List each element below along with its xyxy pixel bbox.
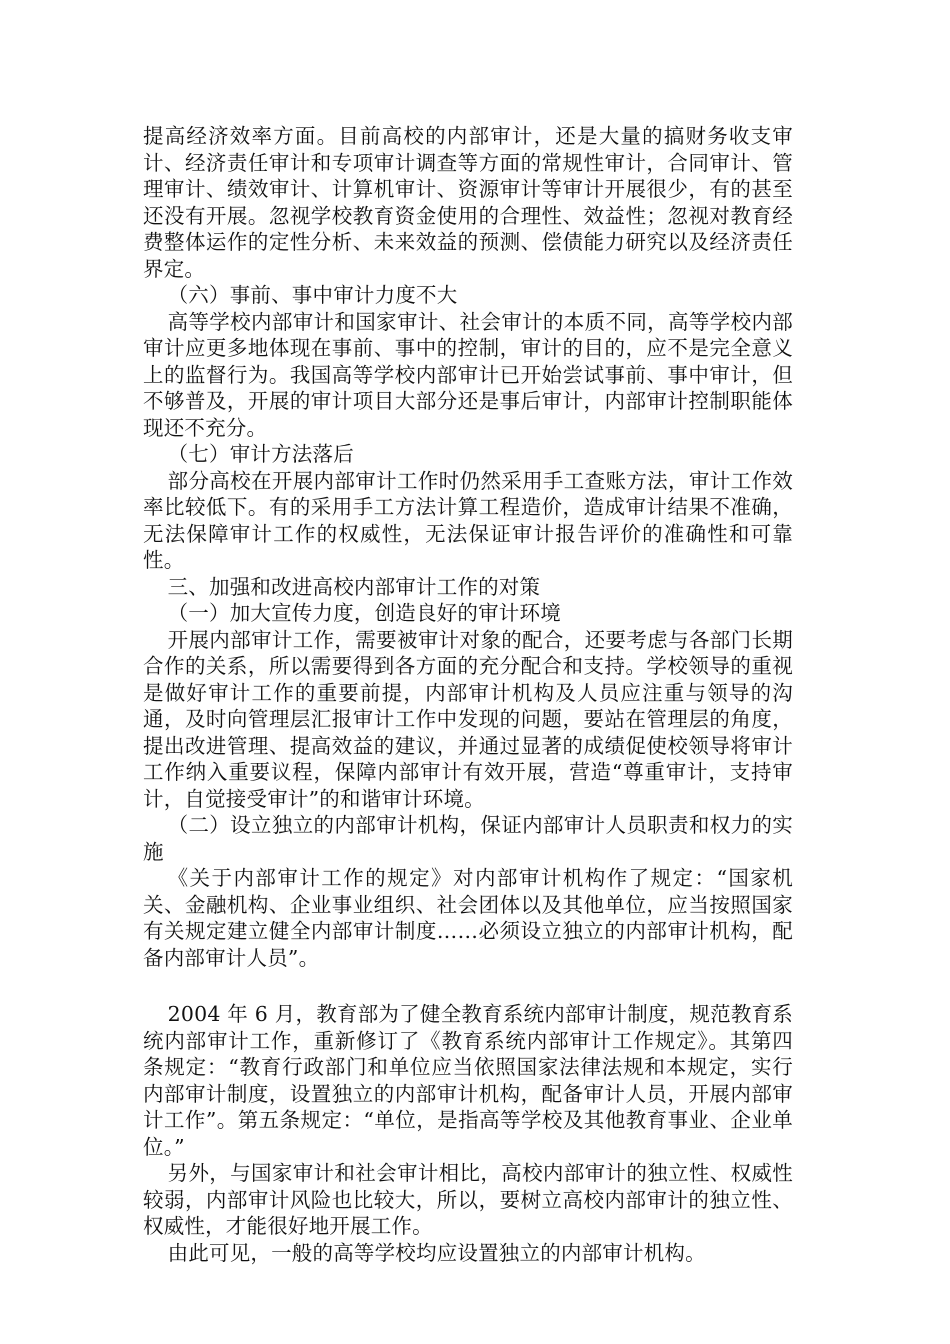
chapter-heading: 三、加强和改进高校内部审计工作的对策: [167, 574, 541, 599]
document-page: [143, 123, 793, 1266]
paragraph: 提高经济效率方面。目前高校的内部审计，还是大量的搞财务收支审计、经济责任审计和专项审计调查等方面的常规性审计，合同审计、管理审计、绩效审计、计算机审计、资源审计等审计开展很少，有的甚至还没有开展。忽视学校教育资金使用的合理性、效益性；忽视对教育经费整体运作的定性分析、未来效益的预测、偿债能力研究以及经济责任界定。: [143, 124, 793, 281]
paragraph: 部分高校在开展内部审计工作时仍然采用手工查账方法，审计工作效率比较低下。有的采用手工方法计算工程造价，造成审计结果不准确，无法保障审计工作的权威性，无法保证审计报告评价的准确性和可靠性。: [143, 468, 793, 572]
section-heading: （六）事前、事中审计力度不大: [167, 283, 458, 307]
paragraph: 另外，与国家审计和社会审计相比，高校内部审计的独立性、权威性较弱，内部审计风险也比较大，所以，要树立高校内部审计的独立性、权威性，才能很好地开展工作。: [143, 1161, 793, 1238]
paragraph: 由此可见，一般的高等学校均应设置独立的内部审计机构。: [167, 1240, 706, 1265]
section-heading: （一）加大宣传力度，创造良好的审计环境: [167, 601, 561, 625]
paragraph: 开展内部审计工作，需要被审计对象的配合，还要考虑与各部门长期合作的关系，所以需要得到各方面的充分配合和支持。学校领导的重视是做好审计工作的重要前提，内部审计机构及人员应注重与领导的沟通，及时向管理层汇报审计工作中发现的问题，要站在管理层的角度，提出改进管理、提高效益的建议，并通过显著的成绩促使校领导将审计工作纳入重要议程，保障内部审计有效开展，营造“尊重审计，支持审计，自觉接受审计”的和谐审计环境。: [143, 627, 793, 811]
paragraph: 2004 年 6 月，教育部为了健全教育系统内部审计制度，规范教育系统内部审计工作，重新修订了《教育系统内部审计工作规定》。其第四条规定：“教育行政部门和单位应当依照国家法律法规和本规定，实行内部审计制度，设置独立的内部审计机构，配备审计人员，开展内部审计工作”。第五条规定：“单位，是指高等学校及其他教育事业、企业单位。”: [143, 1002, 793, 1159]
paragraph: 高等学校内部审计和国家审计、社会审计的本质不同，高等学校内部审计应更多地体现在事前、事中的控制，审计的目的，应不是完全意义上的监督行为。我国高等学校内部审计已开始尝试事前、事中审计，但不够普及，开展的审计项目大部分还是事后审计，内部审计控制职能体现还不充分。: [143, 309, 793, 440]
paragraph-gap: [143, 971, 793, 1001]
paragraph: 《关于内部审计工作的规定》对内部审计机构作了规定：“国家机关、金融机构、企业事业组织、社会团体以及其他单位，应当按照国家有关规定建立健全内部审计制度……必须设立独立的内部审计机构，配备内部审计人员”。: [143, 866, 793, 970]
section-heading: （七）审计方法落后: [167, 442, 354, 466]
section-heading: （二）设立独立的内部审计机构，保证内部审计人员职责和权力的实施: [143, 813, 793, 864]
